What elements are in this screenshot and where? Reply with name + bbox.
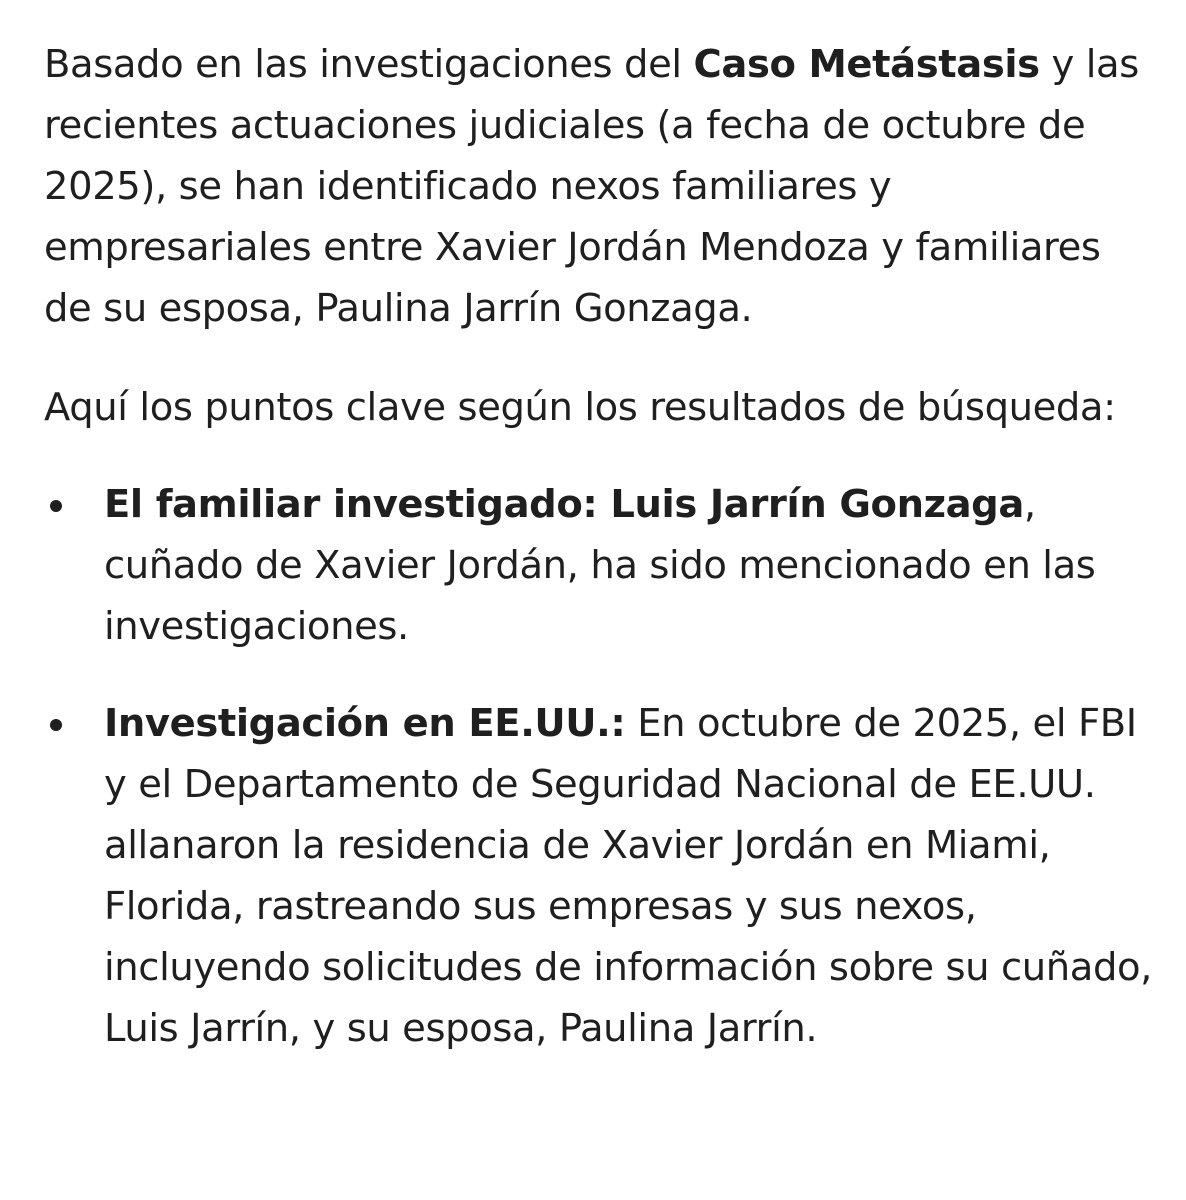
bullet-item xyxy=(44,474,1154,657)
intro-paragraph xyxy=(44,34,1154,339)
intro-text-before: Basado en las investigaciones del xyxy=(44,42,694,87)
key-points-intro: Aquí los puntos clave según los resultados de búsqueda: xyxy=(44,385,1116,430)
bullet-title: Investigación en EE.UU.: xyxy=(104,701,626,746)
bullet-text: En octubre de 2025, el FBI y el Departamento de Seguridad Nacional de EE.UU. allanaron la residencia de Xavier Jordán en Miami, Florida, rastreando sus empresas y sus nexos, incluyendo solicitudes de información sobre su cuñado, Luis Jarrín, y su esposa, Paulina Jarrín. xyxy=(104,701,1152,1051)
intro-text-after: y las recientes actuaciones judiciales (a fecha de octubre de 2025), se han identificado nexos familiares y empresariales entre Xavier Jordán Mendoza y familiares de su esposa, Paulina Jarrín Gonzaga. xyxy=(44,42,1139,331)
response-text xyxy=(44,34,1154,1095)
bullet-dot-icon xyxy=(50,719,62,731)
case-name-bold: Caso Metástasis xyxy=(693,42,1040,87)
bullet-item xyxy=(44,693,1154,1059)
bullet-list xyxy=(44,474,1154,1059)
bullet-title: El familiar investigado: Luis Jarrín Gonzaga xyxy=(104,482,1024,527)
bullet-text: , cuñado de Xavier Jordán, ha sido mencionado en las investigaciones. xyxy=(104,482,1096,649)
bullet-dot-icon xyxy=(50,500,62,512)
